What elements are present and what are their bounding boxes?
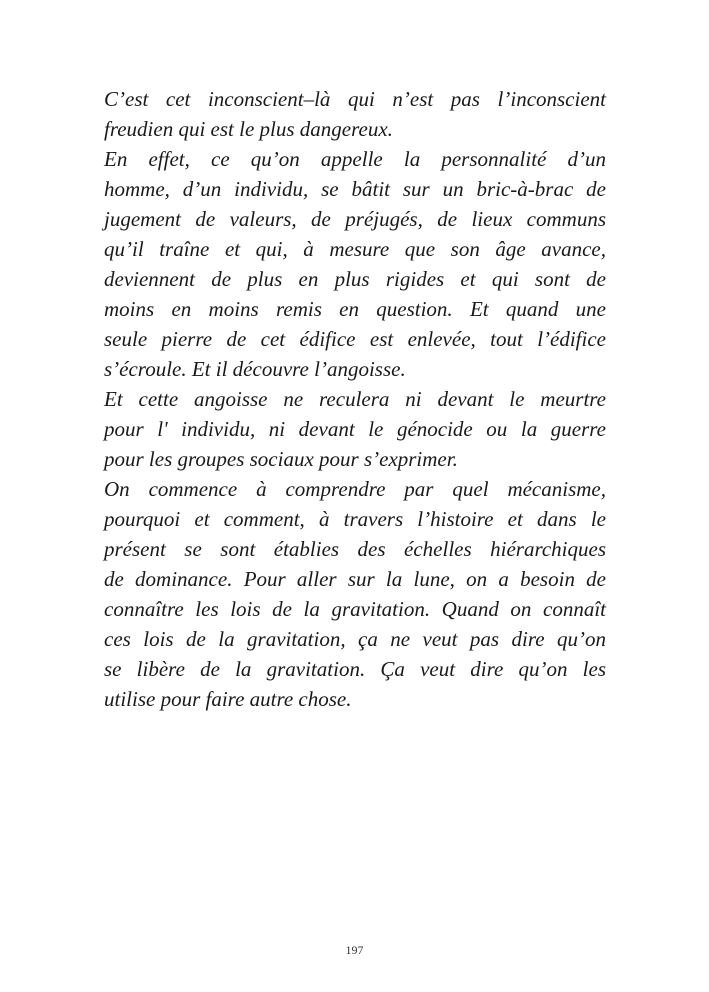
text-line-6: qu’il traîne et qui, à mesure que son âge avance,: [104, 237, 606, 261]
page-number: 197: [345, 943, 364, 957]
text-line-1: C’est cet inconscient–là qui n’est pas l’inconscient: [104, 87, 606, 111]
text-line-18: connaître les lois de la gravitation. Quand on connaît: [104, 597, 606, 621]
text-line-4: homme, d’un individu, se bâtit sur un bric-à-brac de: [104, 177, 606, 201]
text-line-7: deviennent de plus en plus rigides et qui sont de: [104, 267, 606, 291]
text-line-5: jugement de valeurs, de préjugés, de lieux communs: [104, 207, 606, 231]
text-line-9: seule pierre de cet édifice est enlevée, tout l’édifice: [104, 327, 606, 351]
text-line-19: ces lois de la gravitation, ça ne veut pas dire qu’on: [104, 627, 606, 651]
text-line-2: freudien qui est le plus dangereux.: [104, 117, 393, 141]
text-line-8: moins en moins remis en question. Et quand une: [104, 297, 606, 321]
text-line-10: s’écroule. Et il découvre l’angoisse.: [104, 357, 406, 381]
text-line-3: En effet, ce qu’on appelle la personnalité d’un: [104, 147, 606, 171]
text-line-16: présent se sont établies des échelles hiérarchiques: [104, 537, 606, 561]
text-line-20: se libère de la gravitation. Ça veut dire qu’on les: [104, 657, 606, 681]
text-line-15: pourquoi et comment, à travers l’histoire et dans le: [104, 507, 606, 531]
text-line-21: utilise pour faire autre chose.: [104, 687, 352, 711]
text-line-13: pour les groupes sociaux pour s’exprimer.: [104, 447, 458, 471]
text-line-17: de dominance. Pour aller sur la lune, on a besoin de: [104, 567, 606, 591]
body-text: [104, 84, 606, 714]
text-line-11: Et cette angoisse ne reculera ni devant le meurtre: [104, 387, 606, 411]
text-line-12: pour l' individu, ni devant le génocide ou la guerre: [104, 417, 606, 441]
text-line-14: On commence à comprendre par quel mécanisme,: [104, 477, 606, 501]
